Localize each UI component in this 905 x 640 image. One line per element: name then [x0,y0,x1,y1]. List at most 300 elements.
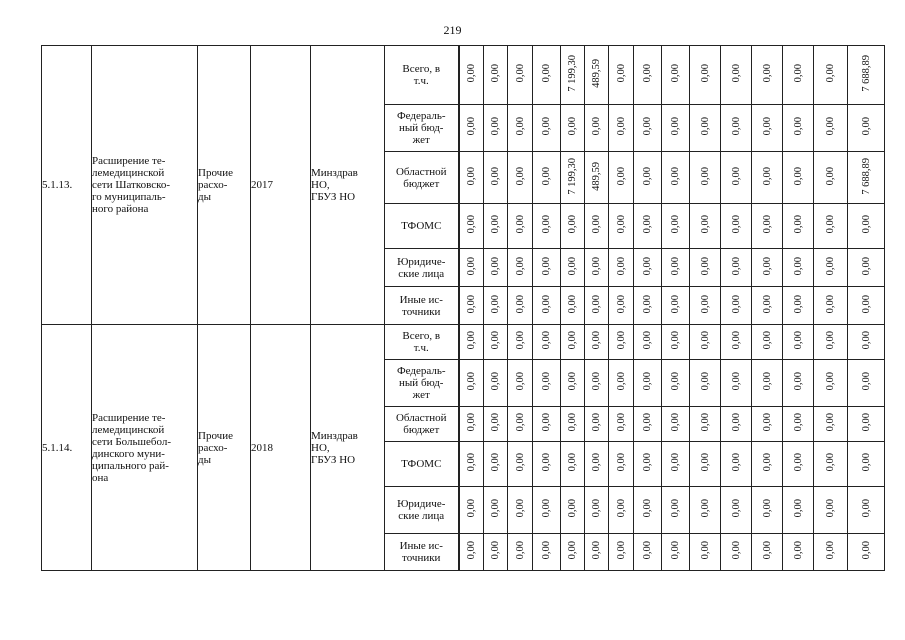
value-text: 0,00 [591,372,602,391]
value-cell [690,152,721,204]
value-text: 0,00 [761,372,773,391]
value-cell [752,534,783,571]
value-text: 0,00 [730,64,742,83]
value-text: 0,00 [699,117,711,136]
value-cell [533,46,561,105]
value-cell [721,487,752,534]
value-text: 0,00 [567,215,578,234]
value-cell [721,287,752,325]
value-text: 0,00 [490,256,501,276]
value-text: 0,00 [591,413,602,432]
value-cell [609,152,634,204]
value-text: 0,00 [490,499,501,518]
value-text: 0,00 [699,331,711,350]
value-text: 0,00 [490,117,501,136]
value-cell [533,534,561,571]
value-cell [814,46,848,105]
value-cell [609,325,634,360]
value-cell [585,287,609,325]
value-text: 0,00 [541,499,552,518]
value-cell [848,204,885,249]
value-cell [752,442,783,487]
table-row [42,325,885,360]
value-text: 0,00 [730,541,742,560]
value-cell [848,287,885,325]
value-cell [585,204,609,249]
value-cell [508,442,533,487]
year-cell: 2018 [251,325,311,571]
expense-type-cell: Прочие расхо- ды [198,325,251,571]
value-text: 0,00 [490,372,501,391]
value-text: 0,00 [567,331,578,350]
value-cell [561,46,585,105]
value-cell [752,487,783,534]
value-text: 0,00 [465,166,477,186]
value-cell [585,534,609,571]
value-cell [533,287,561,325]
value-cell [484,46,508,105]
item-name-cell: Расширение те- лемедицинской сети Шатковско- го муниципаль- ного района [92,46,198,325]
value-text: 0,00 [514,499,526,518]
value-text: 0,00 [825,166,836,186]
value-text: 0,00 [860,331,872,350]
value-cell [533,249,561,287]
value-cell [662,204,690,249]
value-cell [459,105,484,152]
value-text: 0,00 [642,294,653,314]
value-text: 0,00 [792,215,804,234]
value-text: 0,00 [514,372,526,391]
value-cell [459,487,484,534]
value-cell [848,487,885,534]
value-text: 0,00 [860,541,872,560]
value-cell [690,249,721,287]
value-cell [848,442,885,487]
value-text: 0,00 [642,413,653,432]
value-text: 0,00 [465,64,477,83]
value-cell [783,442,814,487]
value-cell [508,105,533,152]
value-cell [783,204,814,249]
value-cell [752,46,783,105]
funding-source-cell: Иные ис- точники [385,534,459,571]
value-text: 0,00 [730,453,742,472]
value-cell [848,46,885,105]
value-text: 0,00 [699,453,711,472]
value-text: 0,00 [699,64,711,83]
value-text: 0,00 [761,256,773,276]
value-cell [561,152,585,204]
value-cell [690,487,721,534]
value-cell [690,46,721,105]
value-cell [783,487,814,534]
value-cell [752,152,783,204]
value-cell [484,105,508,152]
value-cell [752,360,783,407]
value-text: 0,00 [615,294,627,314]
value-text: 0,00 [514,117,526,136]
value-text: 0,00 [860,117,872,136]
value-text: 0,00 [567,499,578,518]
value-text: 0,00 [699,499,711,518]
value-cell [533,325,561,360]
value-text: 0,00 [615,166,627,186]
value-cell [508,407,533,442]
value-text: 0,00 [541,117,552,136]
value-cell [508,325,533,360]
value-text: 0,00 [490,453,501,472]
value-text: 0,00 [670,331,681,350]
value-cell [848,407,885,442]
value-cell [585,105,609,152]
value-cell [752,407,783,442]
value-text: 0,00 [642,499,653,518]
value-cell [848,325,885,360]
value-cell [585,325,609,360]
value-text: 0,00 [792,541,804,560]
value-cell [690,105,721,152]
value-cell [609,287,634,325]
value-cell [561,360,585,407]
value-text: 0,00 [490,64,501,83]
value-text: 0,00 [792,413,804,432]
value-cell [561,325,585,360]
value-text: 0,00 [615,215,627,234]
value-cell [585,360,609,407]
value-text: 0,00 [490,541,501,560]
value-cell [662,46,690,105]
value-cell [585,249,609,287]
value-text: 0,00 [642,453,653,472]
value-text: 0,00 [465,331,477,350]
value-text: 0,00 [825,541,836,560]
value-cell [585,152,609,204]
value-cell [814,287,848,325]
value-cell [585,46,609,105]
value-cell [609,249,634,287]
value-text: 0,00 [860,215,872,234]
value-text: 0,00 [730,117,742,136]
value-text: 0,00 [567,117,578,136]
value-text: 0,00 [567,541,578,560]
value-text: 7 688,89 [860,157,872,195]
value-cell [508,287,533,325]
value-cell [752,204,783,249]
value-cell [721,46,752,105]
value-cell [459,249,484,287]
value-cell [634,360,662,407]
value-cell [848,105,885,152]
item-number-cell: 5.1.14. [42,325,92,571]
value-cell [561,407,585,442]
value-text: 0,00 [860,453,872,472]
value-cell [783,407,814,442]
value-text: 0,00 [591,541,602,560]
value-cell [484,287,508,325]
value-text: 0,00 [490,413,501,432]
value-cell [459,360,484,407]
value-text: 0,00 [490,166,501,186]
value-text: 0,00 [465,215,477,234]
value-text: 0,00 [642,256,653,276]
value-cell [690,204,721,249]
value-text: 0,00 [860,372,872,391]
year-cell: 2017 [251,46,311,325]
value-text: 0,00 [615,453,627,472]
value-text: 0,00 [591,117,602,136]
value-cell [634,105,662,152]
value-cell [484,534,508,571]
value-text: 0,00 [567,256,578,276]
value-text: 0,00 [670,64,681,83]
value-text: 0,00 [591,256,602,276]
value-text: 0,00 [792,256,804,276]
value-text: 0,00 [490,294,501,314]
value-text: 0,00 [642,117,653,136]
value-text: 0,00 [490,331,501,350]
value-text: 0,00 [860,413,872,432]
value-cell [634,287,662,325]
value-cell [721,534,752,571]
value-text: 0,00 [490,215,501,234]
funding-source-cell: Юридиче- ские лица [385,249,459,287]
value-cell [814,325,848,360]
value-text: 0,00 [730,413,742,432]
value-cell [848,360,885,407]
value-text: 0,00 [591,215,602,234]
value-text: 0,00 [792,453,804,472]
value-text: 0,00 [567,413,578,432]
value-cell [634,442,662,487]
value-cell [484,152,508,204]
value-text: 0,00 [514,453,526,472]
value-cell [752,287,783,325]
value-cell [634,152,662,204]
value-text: 0,00 [642,166,653,186]
value-text: 0,00 [792,117,804,136]
value-text: 0,00 [860,294,872,314]
value-text: 0,00 [825,256,836,276]
value-cell [814,487,848,534]
value-cell [634,46,662,105]
value-text: 0,00 [541,256,552,276]
value-text: 0,00 [761,117,773,136]
value-cell [585,442,609,487]
funding-source-cell: ТФОМС [385,204,459,249]
value-cell [783,249,814,287]
value-text: 0,00 [541,453,552,472]
value-text: 0,00 [825,215,836,234]
value-cell [721,204,752,249]
value-cell [561,534,585,571]
value-text: 0,00 [670,256,681,276]
value-text: 0,00 [567,372,578,391]
value-text: 0,00 [465,453,477,472]
funding-source-cell: Областной бюджет [385,407,459,442]
value-cell [508,152,533,204]
value-cell [690,534,721,571]
value-text: 0,00 [761,453,773,472]
value-cell [662,152,690,204]
value-text: 0,00 [761,64,773,83]
value-cell [585,487,609,534]
value-cell [634,487,662,534]
value-text: 0,00 [825,453,836,472]
executor-cell: Минздрав НО, ГБУЗ НО [311,46,385,325]
expense-type-cell: Прочие расхо- ды [198,46,251,325]
value-cell [609,487,634,534]
funding-source-cell: Всего, в т.ч. [385,325,459,360]
value-text: 0,00 [642,64,653,83]
value-cell [690,325,721,360]
value-text: 0,00 [591,331,602,350]
value-text: 0,00 [730,256,742,276]
value-text: 0,00 [792,499,804,518]
value-text: 0,00 [642,215,653,234]
value-text: 0,00 [699,541,711,560]
value-cell [561,204,585,249]
value-cell [609,442,634,487]
value-cell [484,325,508,360]
value-cell [484,249,508,287]
value-text: 0,00 [670,215,681,234]
value-cell [609,534,634,571]
value-cell [533,360,561,407]
value-text: 0,00 [670,117,681,136]
value-cell [752,249,783,287]
value-cell [814,407,848,442]
value-cell [848,249,885,287]
value-cell [459,407,484,442]
value-text: 0,00 [699,294,711,314]
value-cell [721,442,752,487]
value-text: 0,00 [792,166,804,186]
value-text: 0,00 [615,256,627,276]
value-text: 0,00 [541,413,552,432]
value-text: 0,00 [825,499,836,518]
value-text: 0,00 [514,215,526,234]
value-cell [508,204,533,249]
funding-source-cell: Всего, в т.ч. [385,46,459,105]
value-text: 7 199,30 [567,157,578,195]
value-text: 0,00 [642,372,653,391]
value-cell [662,407,690,442]
value-cell [609,360,634,407]
value-cell [662,287,690,325]
value-text: 489,59 [591,59,602,88]
value-text: 0,00 [730,372,742,391]
budget-table [41,45,885,571]
value-text: 0,00 [761,541,773,560]
value-text: 0,00 [541,372,552,391]
value-cell [783,287,814,325]
value-cell [662,534,690,571]
value-cell [508,360,533,407]
value-text: 0,00 [792,372,804,391]
value-text: 0,00 [465,372,477,391]
value-text: 0,00 [541,331,552,350]
value-cell [783,105,814,152]
value-text: 0,00 [825,294,836,314]
value-cell [783,360,814,407]
value-text: 0,00 [591,499,602,518]
value-text: 0,00 [514,541,526,560]
value-text: 0,00 [670,166,681,186]
value-text: 0,00 [642,331,653,350]
value-text: 0,00 [730,331,742,350]
value-text: 0,00 [465,499,477,518]
value-text: 0,00 [792,331,804,350]
value-cell [721,105,752,152]
value-cell [814,360,848,407]
value-text: 0,00 [730,294,742,314]
item-number-cell: 5.1.13. [42,46,92,325]
value-cell [561,105,585,152]
value-cell [609,46,634,105]
value-text: 0,00 [541,166,552,186]
value-text: 0,00 [541,294,552,314]
value-text: 0,00 [761,499,773,518]
value-cell [459,46,484,105]
value-cell [484,407,508,442]
value-text: 489,59 [591,161,602,191]
value-text: 0,00 [825,372,836,391]
value-cell [508,46,533,105]
value-cell [848,152,885,204]
funding-source-cell: Иные ис- точники [385,287,459,325]
value-text: 0,00 [825,64,836,83]
value-text: 0,00 [670,372,681,391]
value-text: 0,00 [465,413,477,432]
value-text: 0,00 [699,215,711,234]
value-cell [634,249,662,287]
value-cell [508,487,533,534]
value-cell [814,105,848,152]
value-cell [662,442,690,487]
value-text: 0,00 [541,541,552,560]
value-text: 0,00 [567,294,578,314]
value-cell [533,407,561,442]
item-name-cell: Расширение те- лемедицинской сети Большебол- динского муни- ципального рай- она [92,325,198,571]
value-text: 0,00 [699,166,711,186]
value-cell [634,204,662,249]
value-text: 0,00 [670,541,681,560]
value-cell [690,287,721,325]
value-text: 0,00 [825,413,836,432]
value-text: 0,00 [514,331,526,350]
value-cell [459,325,484,360]
value-cell [484,204,508,249]
value-cell [634,534,662,571]
value-cell [662,249,690,287]
value-text: 0,00 [825,117,836,136]
value-cell [721,325,752,360]
value-cell [609,105,634,152]
value-cell [561,287,585,325]
value-cell [814,534,848,571]
value-text: 0,00 [670,294,681,314]
value-cell [662,487,690,534]
value-cell [783,534,814,571]
value-text: 0,00 [514,64,526,83]
value-text: 0,00 [670,413,681,432]
value-text: 0,00 [615,499,627,518]
value-cell [634,407,662,442]
value-text: 0,00 [730,166,742,186]
value-cell [848,534,885,571]
value-cell [783,152,814,204]
value-cell [561,487,585,534]
